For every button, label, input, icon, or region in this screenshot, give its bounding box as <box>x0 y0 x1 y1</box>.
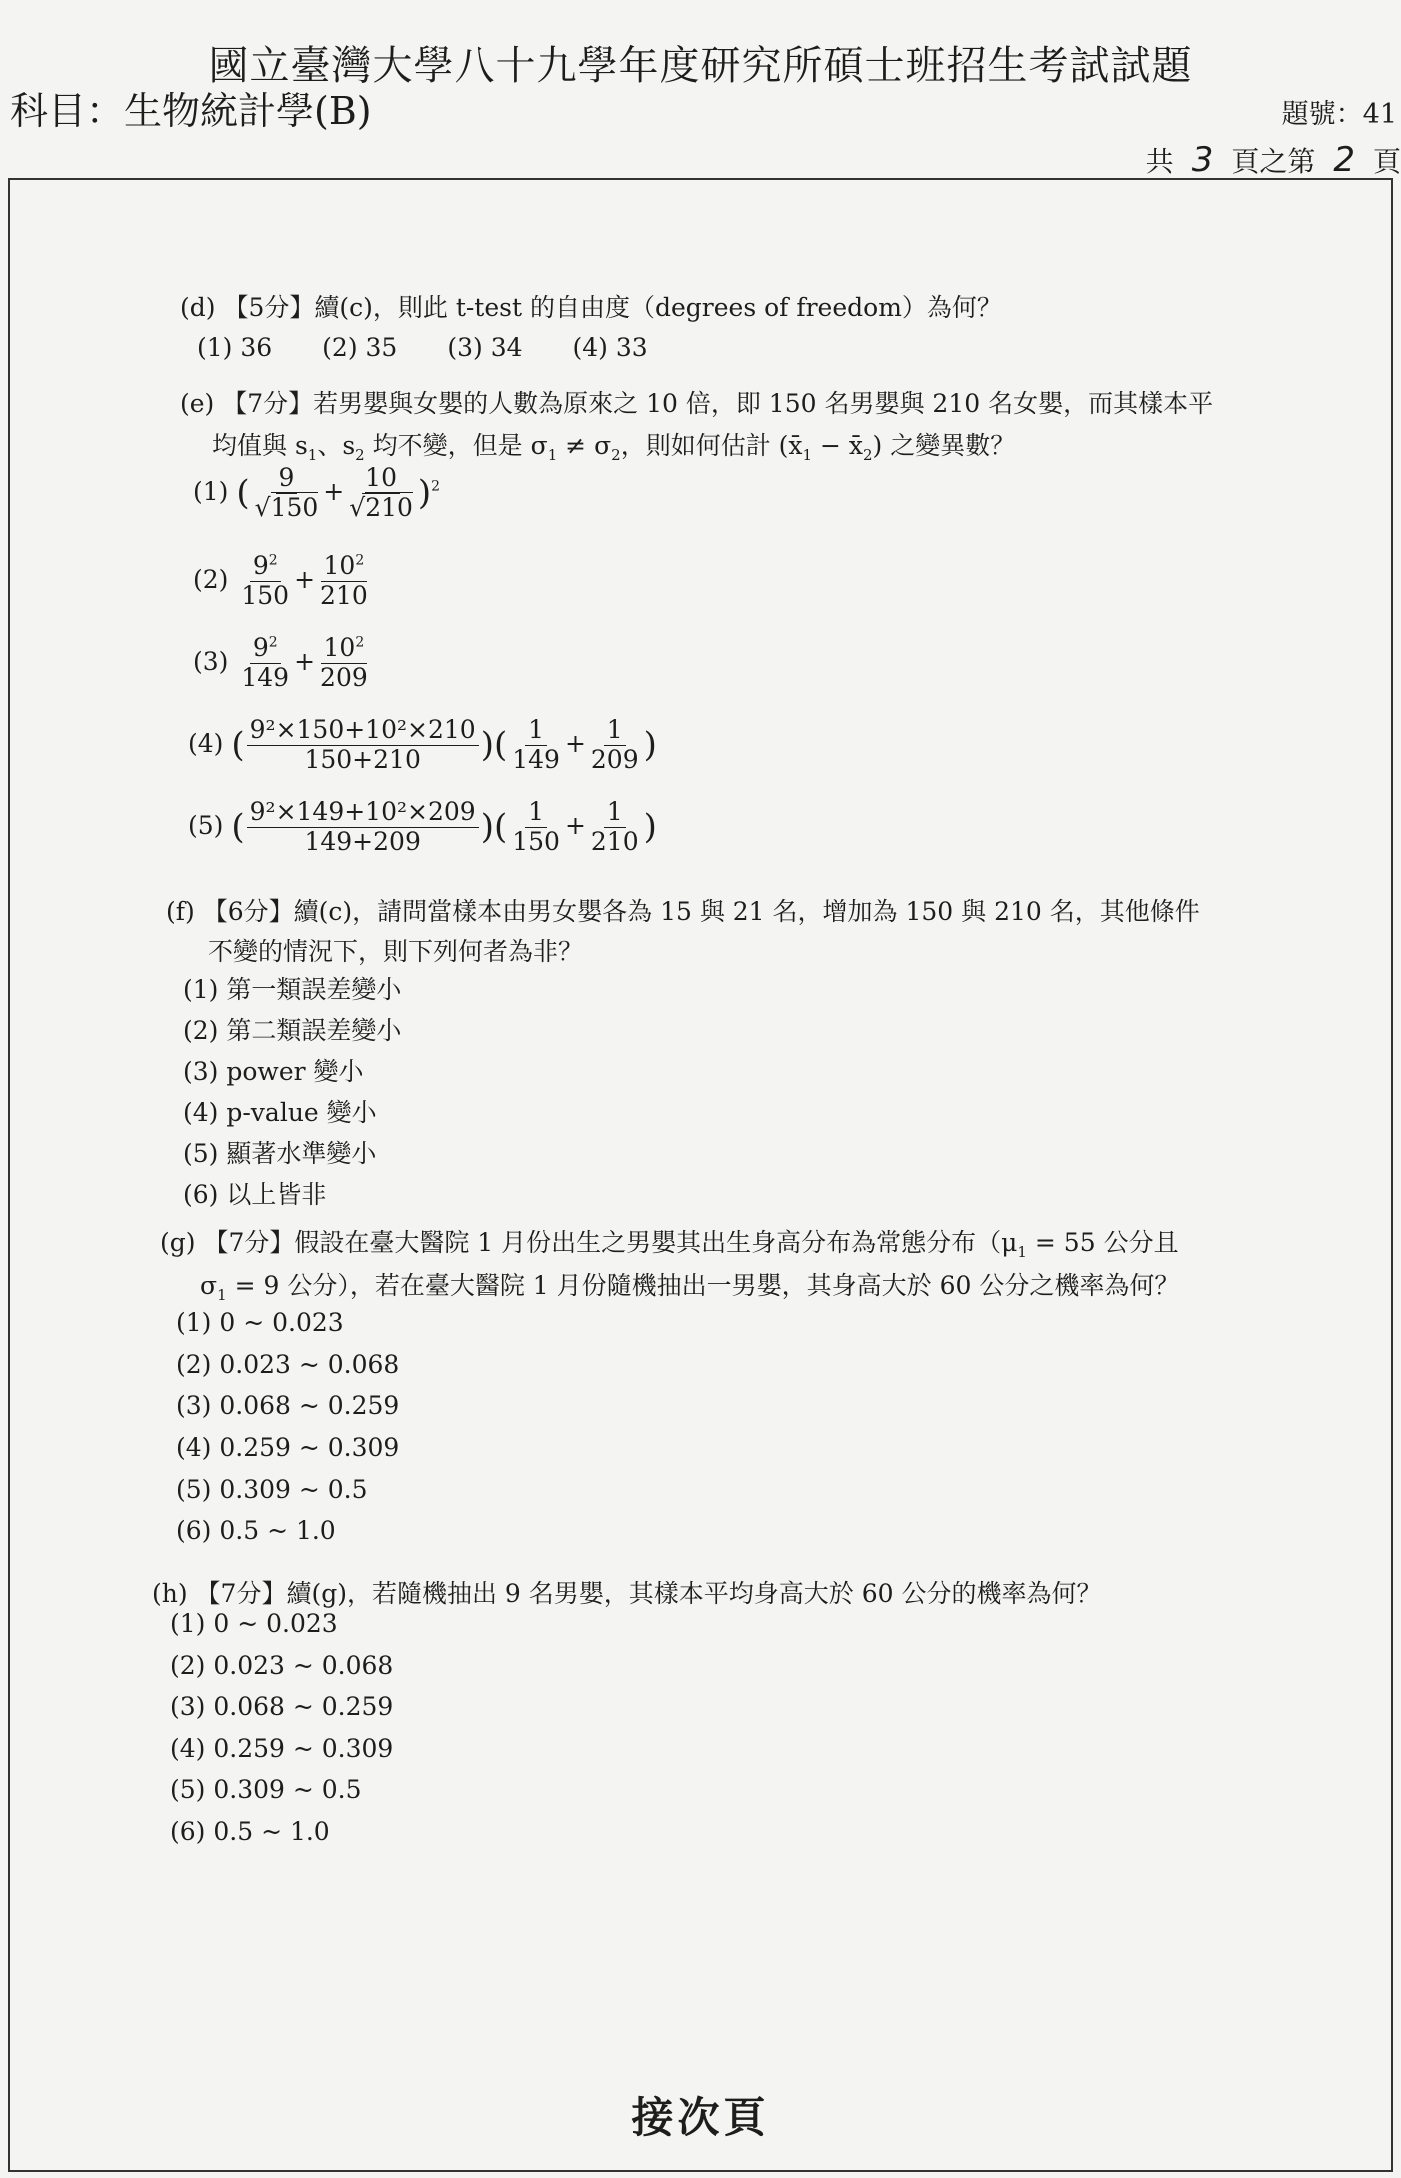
denominator: 209 <box>590 744 639 774</box>
option-label: (3) <box>193 646 229 676</box>
numerator <box>321 552 368 582</box>
fraction <box>238 634 292 693</box>
paren-close: ) <box>643 807 657 847</box>
denominator: 149+209 <box>304 826 421 856</box>
question-g-line1 <box>160 1227 1179 1262</box>
fraction <box>509 716 563 775</box>
question-e-option-1: (1) ( 9 √ 150 + 10 √ 210 )$^2$ <box>193 464 440 523</box>
question-f-option-1: (1) 第一類誤差變小 <box>183 975 402 1004</box>
e-line2-d: ≠ σ <box>557 431 612 460</box>
numerator: 1 <box>525 798 547 828</box>
page-suffix: 頁 <box>1372 145 1401 178</box>
fraction <box>346 464 416 523</box>
g-sub: 1 <box>217 1286 227 1304</box>
denominator: 150+210 <box>304 744 421 774</box>
page-current: 2 <box>1333 140 1355 180</box>
question-h-option-6: (6) 0.5 ~ 1.0 <box>170 1817 330 1846</box>
question-f-line2: 不變的情況下，則下列何者為非？ <box>208 937 584 966</box>
e-line2-f: − x̄ <box>812 431 863 460</box>
exponent: 2 <box>268 634 278 651</box>
e-sub: 2 <box>355 446 365 464</box>
denominator: 150 <box>241 580 290 610</box>
question-e-option-5: (5) ( $\frac{\text{9²×149+10²×209}}{149+209}$ )( $\frac{1}{150}$ + $\frac{1}{210}$ ) <box>188 797 657 856</box>
question-h-line1: (h) 【7分】續(g)，若隨機抽出 9 名男嬰，其樣本平均身高大於 60 公分的機率為何？ <box>152 1579 1102 1608</box>
question-h-option-5: (5) 0.309 ~ 0.5 <box>170 1775 362 1804</box>
paren-close: ) <box>417 473 432 513</box>
e-sub: 1 <box>307 446 318 464</box>
g-line1-a: (g) 【7分】假設在臺大醫院 1 月份出生之男嬰其出生身高分布為常態分布（μ <box>160 1228 1018 1257</box>
fraction <box>247 798 479 857</box>
numerator: 9 <box>276 464 298 494</box>
fraction <box>588 716 642 775</box>
question-g-option-3: (3) 0.068 ~ 0.259 <box>176 1391 400 1420</box>
fraction <box>317 552 371 611</box>
option-label: (2) <box>193 564 229 594</box>
e-line2-a: 均值與 s <box>212 431 308 460</box>
numerator: 1 <box>525 716 547 746</box>
question-e-option-2: (2) $\frac{9^2}{150}$ + $\frac{10^2}{210}$ <box>193 552 373 611</box>
page-total: 3 <box>1191 140 1214 180</box>
exponent: 2 <box>355 634 365 651</box>
continue-note: 接次頁 <box>631 2093 770 2142</box>
numerator <box>250 552 281 582</box>
fraction <box>238 552 292 611</box>
question-d-options: (1) 36 (2) 35 (3) 34 (4) 33 <box>197 333 648 362</box>
question-f-option-5: (5) 顯著水準變小 <box>183 1139 377 1168</box>
paren-open: ( <box>236 473 250 513</box>
numerator: 9²×150+10²×210 <box>247 716 479 746</box>
question-g-option-6: (6) 0.5 ~ 1.0 <box>176 1516 336 1545</box>
question-h-option-3: (3) 0.068 ~ 0.259 <box>170 1692 394 1721</box>
page-mid: 頁之第 <box>1231 145 1316 178</box>
fraction <box>247 716 479 775</box>
e-line2-e: ，則如何估計 (x̄ <box>620 431 803 460</box>
paren-close: ) <box>480 725 494 765</box>
denominator: 210 <box>320 580 368 610</box>
numerator: 9²×149+10²×209 <box>247 798 479 828</box>
question-f-option-4: (4) p-value 變小 <box>183 1098 377 1127</box>
paren-open: ( <box>231 725 245 765</box>
question-e-option-4: (4) ( $\frac{\text{9²×150+10²×210}}{150+210}$ )( $\frac{1}{149}$ + $\frac{1}{209}$ ) <box>188 715 657 774</box>
question-e-option-3: (3) $\frac{9^2}{149}$ + $\frac{10^2}{209}$ <box>193 634 373 693</box>
question-e-line2 <box>212 430 1015 465</box>
numerator <box>321 634 368 664</box>
denominator: 209 <box>320 662 368 692</box>
question-f-line1: (f) 【6分】續(c)，請問當樣本由男女嬰各為 15 與 21 名，增加為 150 與 210 名，其他條件 <box>166 897 1200 926</box>
question-f-option-2: (2) 第二類誤差變小 <box>183 1016 402 1045</box>
question-g-option-2: (2) 0.023 ~ 0.068 <box>176 1350 400 1379</box>
question-g-option-5: (5) 0.309 ~ 0.5 <box>176 1475 368 1504</box>
denominator: 149 <box>241 662 290 692</box>
g-line2-a: σ <box>200 1271 218 1300</box>
numerator: 10 <box>362 464 400 494</box>
question-d: (d) 【5分】續(c)，則此 t-test 的自由度（degrees of freedom）為何？ <box>180 293 1002 322</box>
e-sub: 2 <box>863 446 873 464</box>
sqrt-value: 210 <box>365 492 413 522</box>
e-line2-b: 、s <box>317 431 356 460</box>
option-label: (4) <box>188 728 224 758</box>
question-g-option-1: (1) 0 ~ 0.023 <box>176 1308 344 1337</box>
subject-label: 科目：生物統計學(B) <box>10 89 372 133</box>
numerator: 1 <box>604 798 626 828</box>
question-number: 題號：41 <box>1281 99 1397 130</box>
paren-close: ) <box>480 807 494 847</box>
denominator <box>252 494 322 523</box>
numerator: 1 <box>604 716 626 746</box>
question-h-option-1: (1) 0 ~ 0.023 <box>170 1609 338 1638</box>
question-g-option-4: (4) 0.259 ~ 0.309 <box>176 1433 400 1462</box>
e-sub: 1 <box>802 446 813 464</box>
question-e-line1: (e) 【7分】若男嬰與女嬰的人數為原來之 10 倍，即 150 名男嬰與 210 名女嬰，而其樣本平 <box>180 389 1214 418</box>
base: 10 <box>323 633 356 662</box>
exponent: 2 <box>268 552 278 569</box>
page-prefix: 共 <box>1145 145 1174 178</box>
fraction <box>588 798 642 857</box>
option-label: (5) <box>188 810 224 840</box>
exponent: 2 <box>431 478 441 495</box>
base: 10 <box>323 551 356 580</box>
g-line1-b: = 55 公分且 <box>1026 1228 1179 1257</box>
question-f-option-3: (3) power 變小 <box>183 1057 364 1086</box>
question-f-option-6: (6) 以上皆非 <box>183 1180 327 1209</box>
paren-open: ( <box>493 725 508 765</box>
base: 9 <box>252 633 269 662</box>
denominator: 210 <box>590 826 639 856</box>
denominator <box>346 494 416 523</box>
e-sub: 1 <box>547 446 558 464</box>
e-line2-c: 均不變，但是 σ <box>364 431 548 460</box>
question-g-line2 <box>200 1270 1179 1305</box>
paren-open: ( <box>231 807 245 847</box>
e-line2-g: ) 之變異數？ <box>872 431 1016 460</box>
sqrt-value: 150 <box>270 492 319 522</box>
g-line2-b: = 9 公分），若在臺大醫院 1 月份隨機抽出一男嬰，其身高大於 60 公分之機率為何？ <box>226 1271 1180 1300</box>
exam-title: 國立臺灣大學八十九學年度研究所碩士班招生考試試題 <box>208 43 1193 89</box>
paren-close: ) <box>643 725 657 765</box>
base: 9 <box>252 551 269 580</box>
denominator: 149 <box>512 744 560 774</box>
option-label: (1) <box>193 476 229 506</box>
g-sub: 1 <box>1017 1243 1027 1261</box>
numerator <box>250 634 281 664</box>
question-h-option-2: (2) 0.023 ~ 0.068 <box>170 1651 394 1680</box>
exponent: 2 <box>355 552 365 569</box>
paren-open: ( <box>493 807 508 847</box>
fraction <box>509 798 563 857</box>
fraction <box>252 464 322 523</box>
e-sub: 2 <box>611 446 621 464</box>
question-h-option-4: (4) 0.259 ~ 0.309 <box>170 1734 394 1763</box>
denominator: 150 <box>512 826 560 856</box>
fraction <box>317 634 371 693</box>
